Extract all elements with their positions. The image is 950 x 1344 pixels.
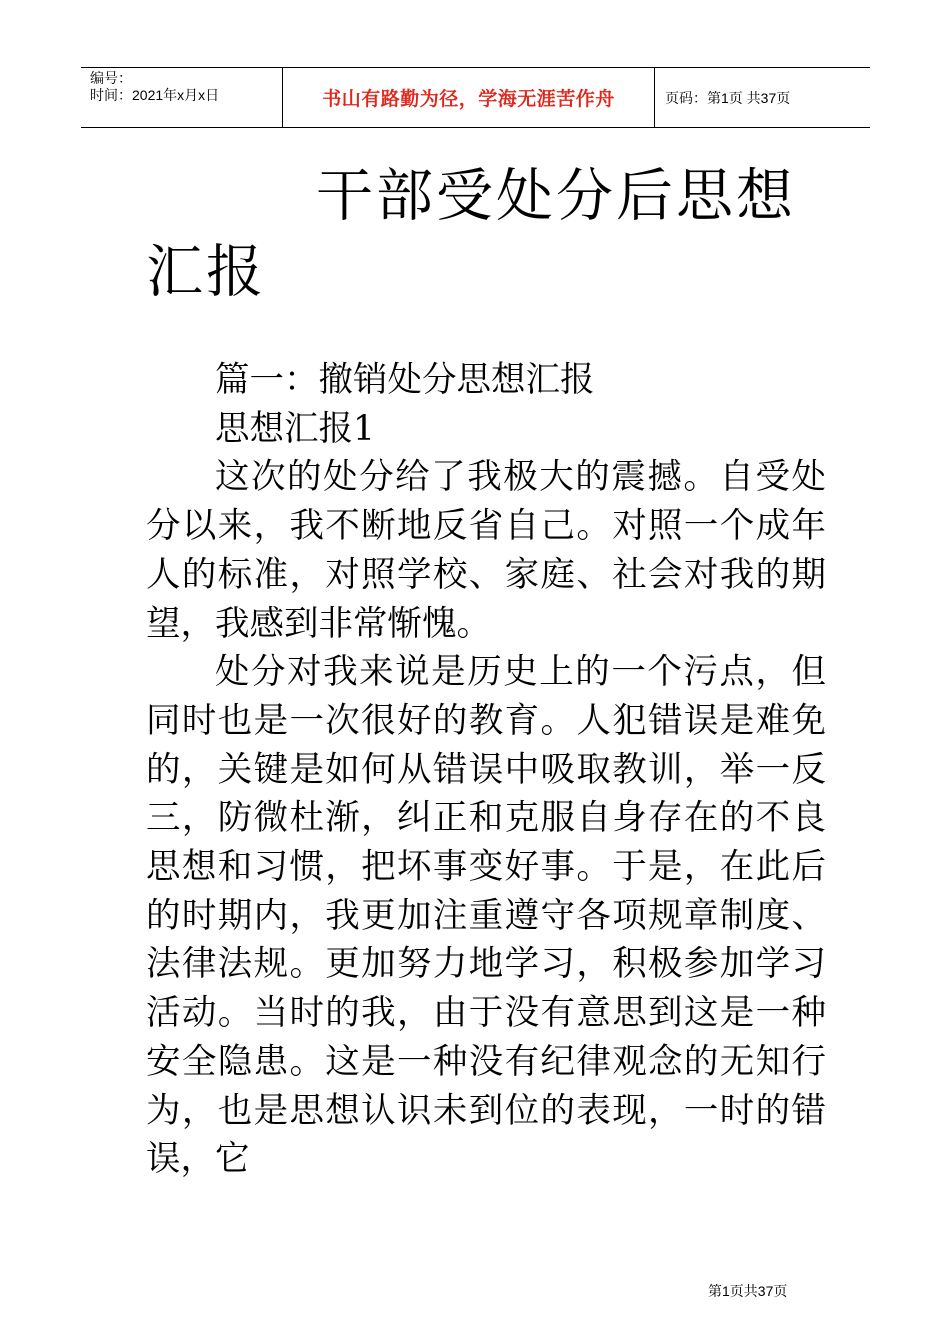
page-header (81, 67, 870, 128)
document-body (146, 356, 826, 1184)
page-footer (708, 1281, 787, 1301)
document-title: 干部受处分后思想汇报 (146, 163, 796, 305)
document-time-label: 时间：2021年x月x日 (90, 87, 220, 103)
section-heading: 篇一：撤销处分思想汇报 (215, 360, 595, 400)
body-paragraph: 这次的处分给了我极大的震撼。自受处分以来，我不断地反省自己。对照一个成年人的标准，对照学校、家庭、社会对我的期望，我感到非常惭愧。 (146, 457, 826, 644)
document-number-label: 编号： (90, 70, 132, 86)
header-motto (282, 68, 655, 127)
header-page-number: 页码：第1页 共37页 (665, 89, 791, 106)
header-page-info (655, 68, 870, 127)
sub-heading: 思想汇报1 (215, 408, 375, 449)
motto-text: 书山有路勤为径，学海无涯苦作舟 (322, 88, 615, 110)
body-paragraph: 处分对我来说是历史上的一个污点，但同时也是一次很好的教育。人犯错误是难免的，关键是如何从错误中吸取教训，举一反三，防微杜渐，纠正和克服自身存在的不良思想和习惯，把坏事变好事。于是，在此后的时期内，我更加注重遵守各项规章制度、法律法规。更加努力地学习，积极参加学习活动。当时的我，由于没有意思到这是一种安全隐患。这是一种没有纪律观念的无知行为，也是思想认识未到位的表现，一时的错误，它 (146, 652, 826, 1180)
footer-page-number: 第1页共37页 (708, 1283, 788, 1299)
header-meta (81, 68, 282, 127)
